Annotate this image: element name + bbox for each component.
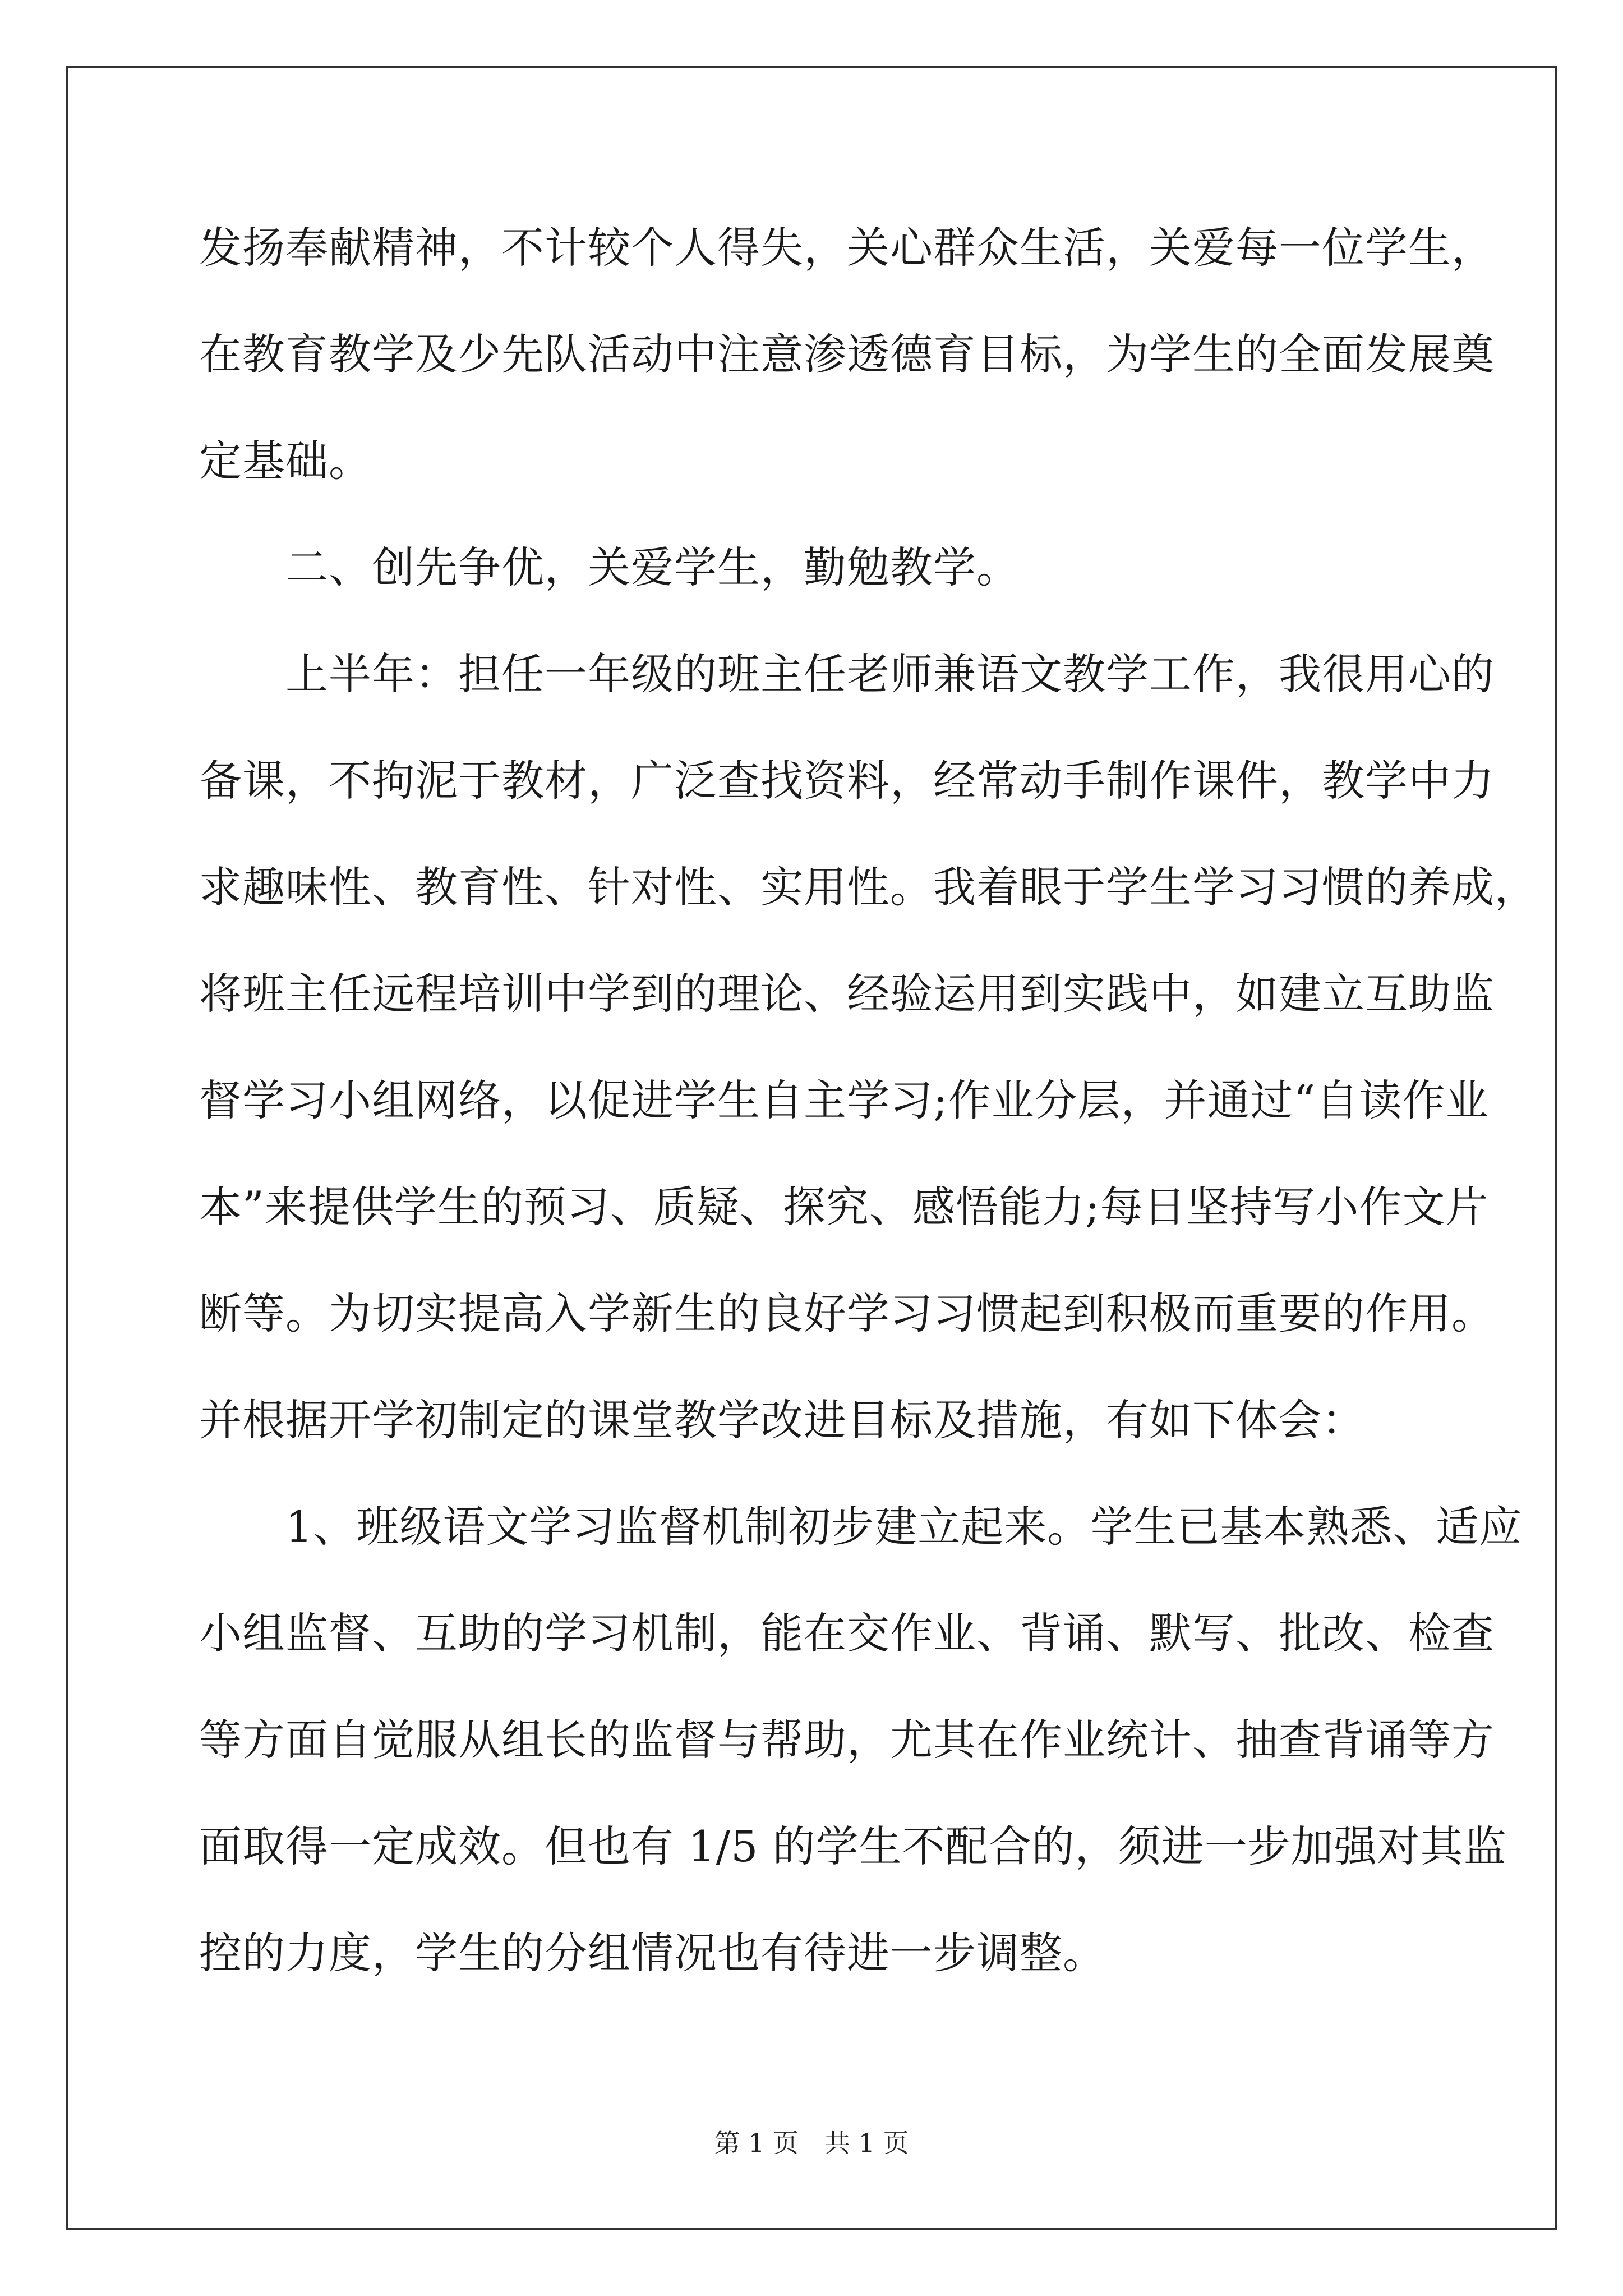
text-line: 上半年：担任一年级的班主任老师兼语文教学工作，我很用心的 [199, 649, 1495, 699]
text-line: 本”来提供学生的预习、质疑、探究、感悟能力;每日坚持写小作文片 [199, 1182, 1489, 1232]
section-heading: 二、创先争优，关爱学生，勤勉教学。 [199, 542, 1020, 592]
text-line: 等方面自觉服从组长的监督与帮助，尤其在作业统计、抽查背诵等方 [199, 1715, 1495, 1765]
text-line: 面取得一定成效。但也有 1/5 的学生不配合的，须进一步加强对其监 [199, 1821, 1507, 1871]
text-line: 断等。为切实提高入学新生的良好学习习惯起到积极而重要的作用。 [199, 1289, 1495, 1338]
text-line: 并根据开学初制定的课堂教学改进目标及措施，有如下体会： [199, 1395, 1365, 1445]
text-line: 小组监督、互助的学习机制，能在交作业、背诵、默写、批改、检查 [199, 1608, 1495, 1658]
text-line: 备课，不拘泥于教材，广泛查找资料，经常动手制作课件，教学中力 [199, 756, 1495, 806]
text-line: 求趣味性、教育性、针对性、实用性。我着眼于学生学习习惯的养成， [199, 862, 1538, 912]
text-line: 1、班级语文学习监督机制初步建立起来。学生已基本熟悉、适应 [199, 1502, 1523, 1552]
text-line: 定基础。 [199, 436, 372, 486]
text-line: 控的力度，学生的分组情况也有待进一步调整。 [199, 1928, 1106, 1978]
text-line: 督学习小组网络，以促进学生自主学习;作业分层，并通过“自读作业 [199, 1075, 1489, 1125]
text-line: 在教育教学及少先队活动中注意渗透德育目标，为学生的全面发展奠 [199, 329, 1495, 379]
text-line: 将班主任远程培训中学到的理论、经验运用到实践中，如建立互助监 [199, 969, 1495, 1019]
page-footer: 第 1 页 共 1 页 [714, 2128, 909, 2158]
text-line: 发扬奉献精神，不计较个人得失，关心群众生活，关爱每一位学生， [199, 223, 1495, 273]
document-body [199, 209, 1538, 2021]
